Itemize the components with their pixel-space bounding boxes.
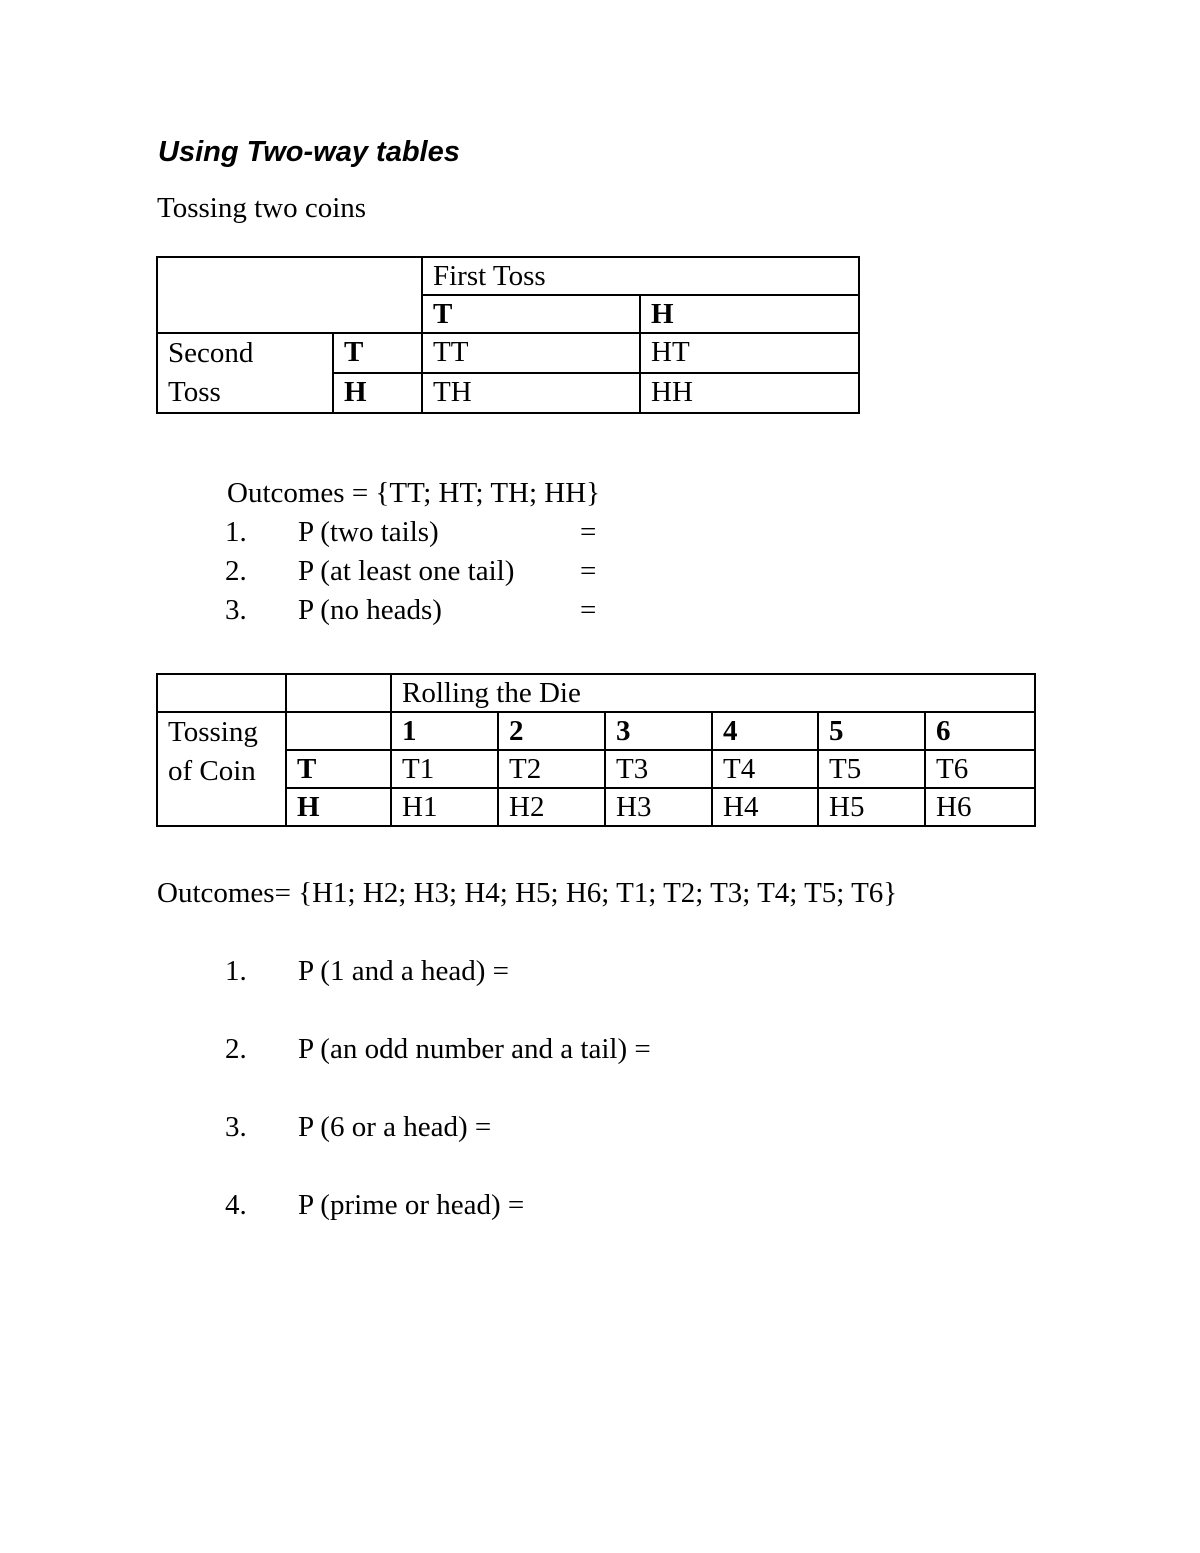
table-cell: H1 — [391, 788, 498, 826]
table-cell: TH — [422, 373, 640, 413]
tossing-line1: Tossing — [168, 716, 258, 748]
question-number: 3. — [225, 594, 247, 626]
question-text: P (1 and a head) = — [298, 955, 509, 987]
table-cell: T5 — [818, 750, 925, 788]
empty-cell — [286, 674, 391, 712]
coin-die-table — [156, 673, 1036, 827]
table-row — [157, 257, 859, 295]
table-row — [157, 788, 1035, 826]
question-number: 2. — [225, 555, 247, 587]
first-toss-header: First Toss — [422, 257, 859, 295]
question-number: 2. — [225, 1033, 247, 1065]
table-cell: T6 — [925, 750, 1035, 788]
col-head-6: 6 — [925, 712, 1035, 750]
page-title: Using Two-way tables — [158, 136, 460, 168]
col-head-3: 3 — [605, 712, 712, 750]
row-head-t: T — [286, 750, 391, 788]
second-toss-line1: Second — [168, 337, 254, 369]
table-cell: H5 — [818, 788, 925, 826]
question-equals: = — [580, 516, 597, 548]
table-row — [157, 712, 1035, 750]
coin-toss-table — [156, 256, 860, 414]
table-cell: H3 — [605, 788, 712, 826]
table-cell: T1 — [391, 750, 498, 788]
empty-cell — [286, 712, 391, 750]
question-text: P (prime or head) = — [298, 1189, 525, 1221]
col-head-5: 5 — [818, 712, 925, 750]
question-text: P (6 or a head) = — [298, 1111, 492, 1143]
question-number: 1. — [225, 955, 247, 987]
tossing-line2: of Coin — [168, 755, 256, 787]
empty-corner-cell — [157, 257, 422, 333]
second-toss-line2: Toss — [168, 376, 221, 408]
table-cell: H4 — [712, 788, 818, 826]
empty-cell — [157, 674, 286, 712]
col-head-4: 4 — [712, 712, 818, 750]
question-text: P (at least one tail) — [298, 555, 515, 587]
table-cell: HH — [640, 373, 859, 413]
col-head-t: T — [422, 295, 640, 333]
row-head-h: H — [286, 788, 391, 826]
table-cell: TT — [422, 333, 640, 373]
coins-outcomes: Outcomes = {TT; HT; TH; HH} — [227, 477, 601, 509]
table-row — [157, 750, 1035, 788]
coins-subtitle: Tossing two coins — [157, 192, 367, 224]
row-head-t: T — [333, 333, 422, 373]
table-cell: H2 — [498, 788, 605, 826]
question-equals: = — [580, 555, 597, 587]
question-equals: = — [580, 594, 597, 626]
question-number: 1. — [225, 516, 247, 548]
second-toss-header — [157, 333, 333, 413]
tossing-coin-header — [157, 712, 286, 826]
question-text: P (an odd number and a tail) = — [298, 1033, 651, 1065]
col-head-2: 2 — [498, 712, 605, 750]
table-cell: H6 — [925, 788, 1035, 826]
rolling-die-header: Rolling the Die — [391, 674, 1035, 712]
question-number: 3. — [225, 1111, 247, 1143]
die-outcomes: Outcomes= {H1; H2; H3; H4; H5; H6; T1; T2; T3; T4; T5; T6} — [157, 877, 898, 909]
table-cell: T4 — [712, 750, 818, 788]
col-head-h: H — [640, 295, 859, 333]
row-head-h: H — [333, 373, 422, 413]
table-row — [157, 333, 859, 373]
table-row — [157, 674, 1035, 712]
question-text: P (two tails) — [298, 516, 439, 548]
table-cell: HT — [640, 333, 859, 373]
col-head-1: 1 — [391, 712, 498, 750]
table-cell: T2 — [498, 750, 605, 788]
question-text: P (no heads) — [298, 594, 442, 626]
question-number: 4. — [225, 1189, 247, 1221]
table-cell: T3 — [605, 750, 712, 788]
